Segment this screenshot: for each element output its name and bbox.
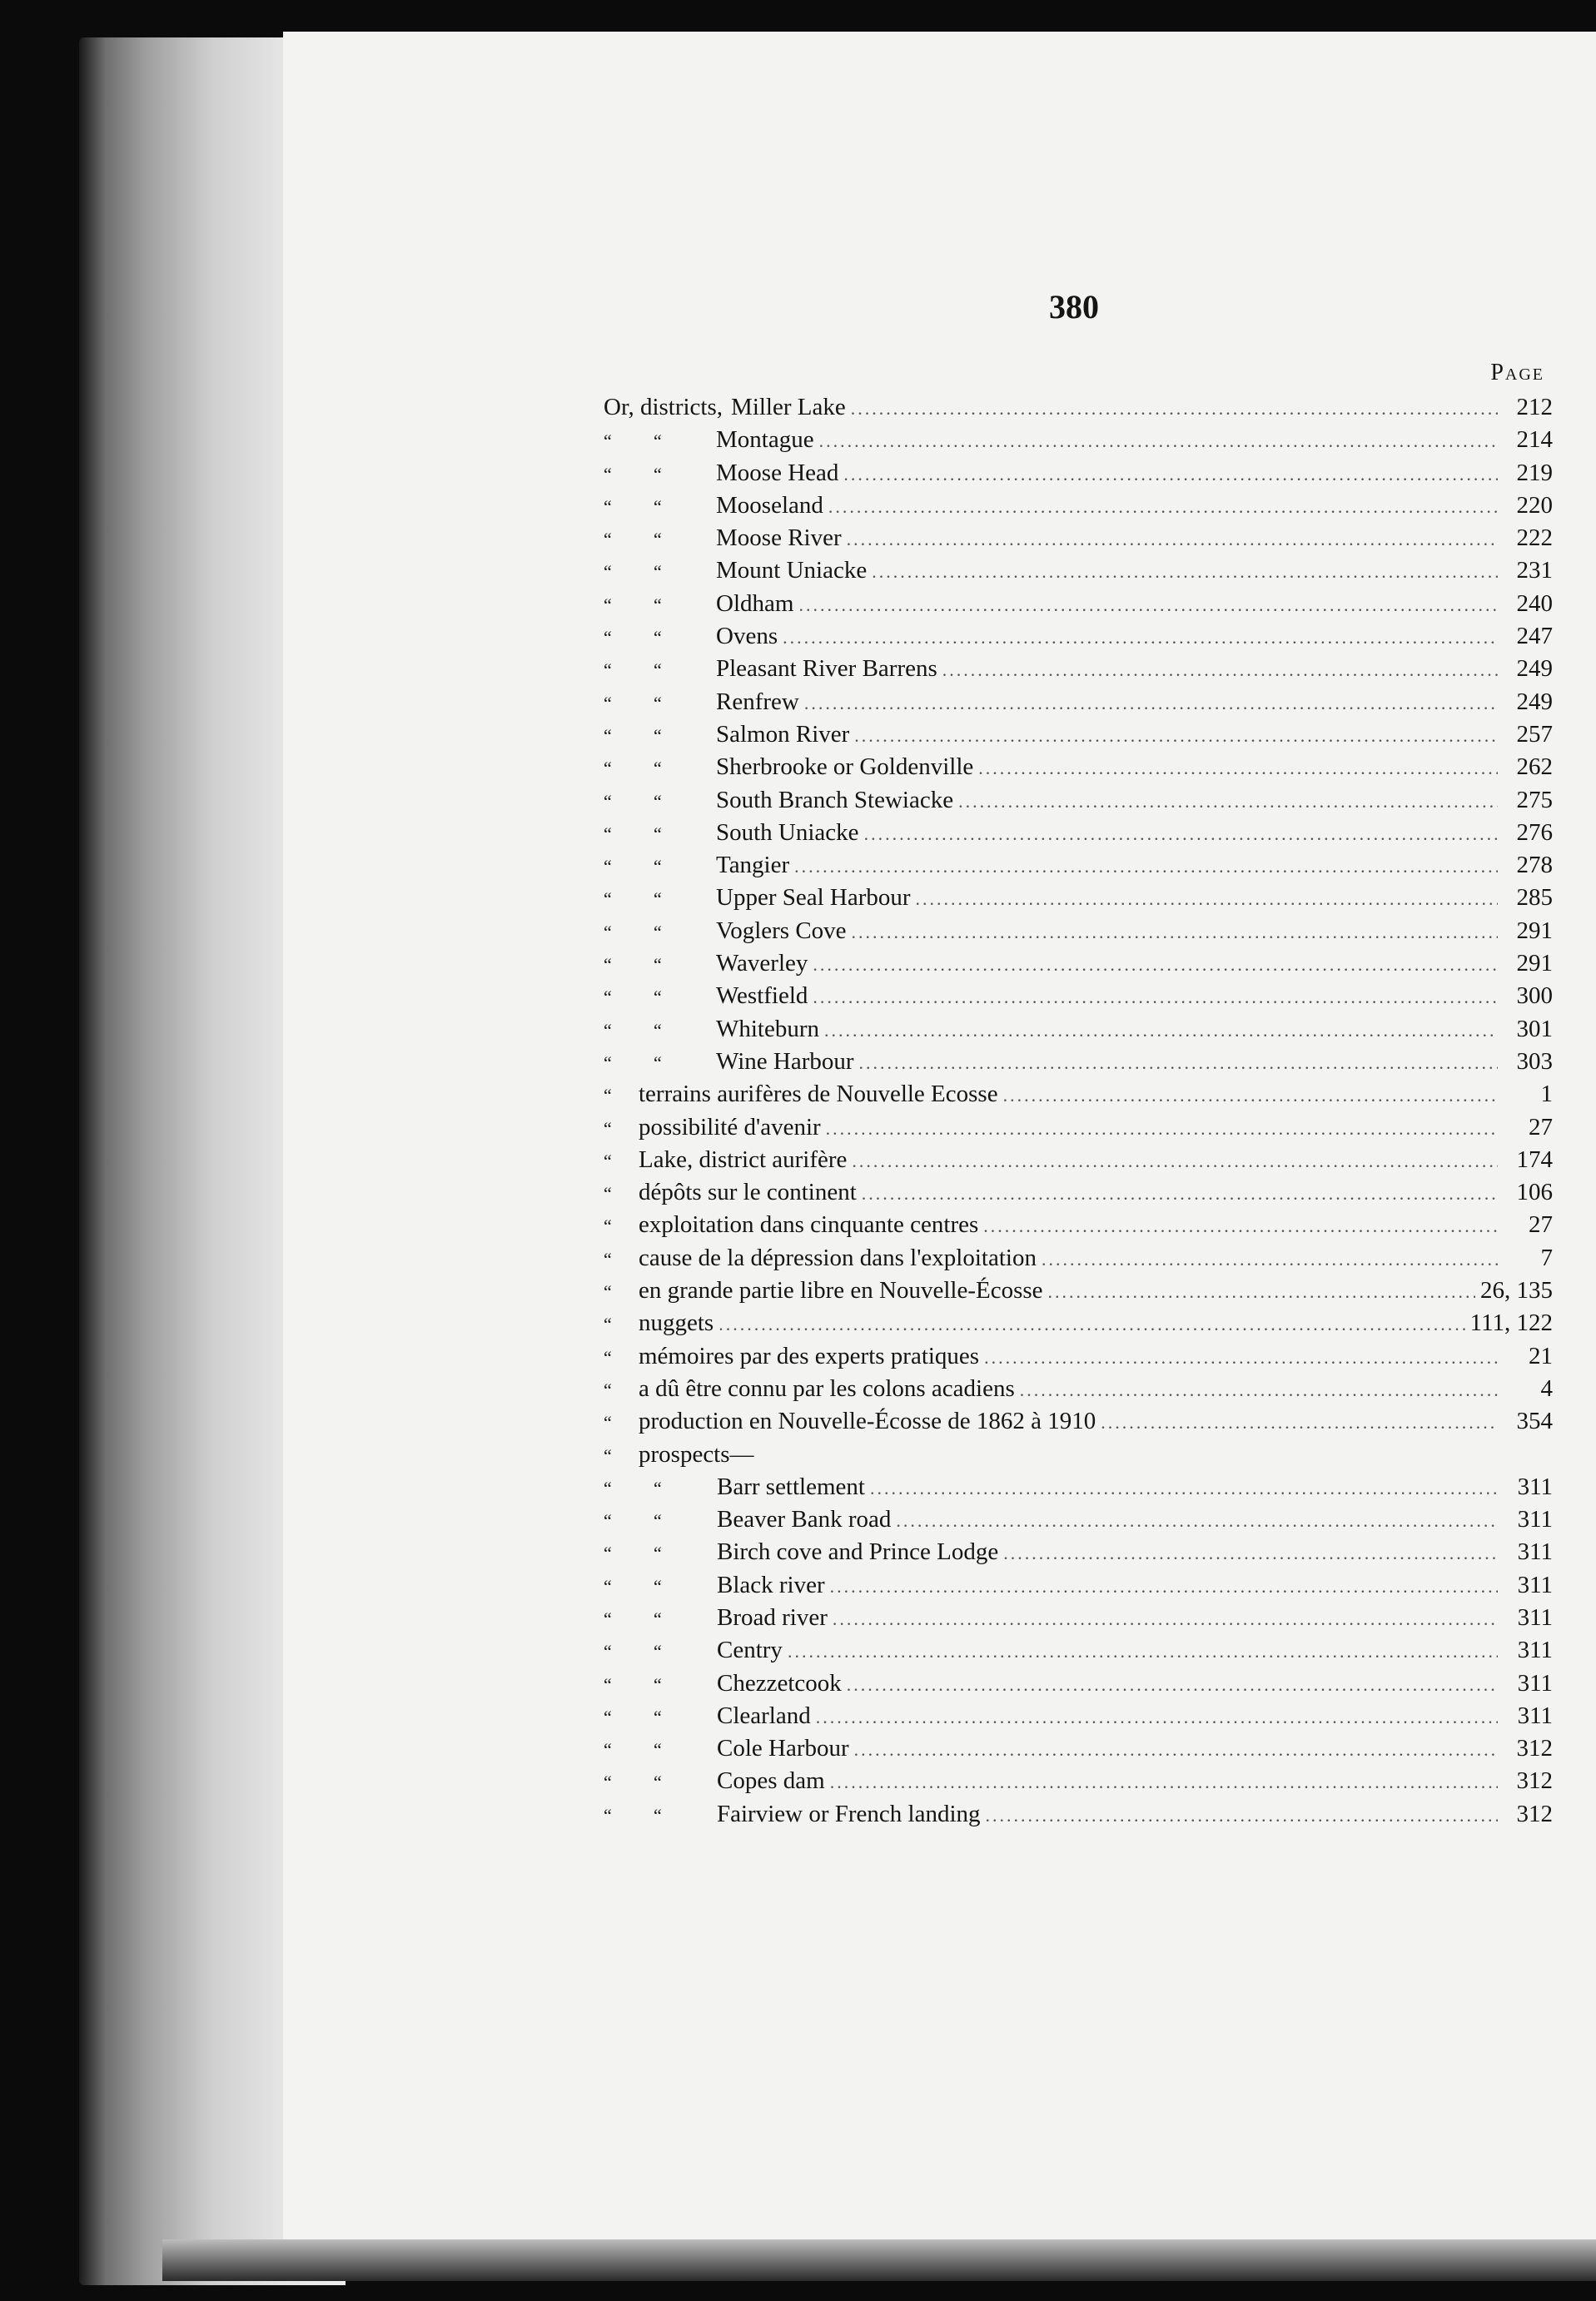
ditto-mark: “ bbox=[654, 921, 662, 942]
ditto-mark: “ bbox=[604, 1150, 612, 1171]
dot-leader bbox=[984, 1341, 1498, 1374]
page-number: 380 bbox=[1049, 288, 1099, 326]
entry-page-number: 312 bbox=[1516, 1767, 1553, 1795]
index-entry bbox=[604, 1471, 1553, 1503]
ditto-mark: “ bbox=[604, 1804, 612, 1826]
entry-label: Birch cove and Prince Lodge bbox=[717, 1538, 999, 1566]
ditto-mark: “ bbox=[654, 954, 662, 976]
dot-leader bbox=[896, 1504, 1498, 1537]
entry-label: Beaver Bank road bbox=[717, 1506, 892, 1533]
dot-leader bbox=[826, 1112, 1498, 1145]
index-entry bbox=[604, 947, 1553, 980]
ditto-mark: “ bbox=[604, 1346, 612, 1368]
entry-label: Moose Head bbox=[716, 459, 839, 486]
dot-leader bbox=[794, 850, 1498, 882]
entry-page-number: 354 bbox=[1516, 1408, 1553, 1435]
index-entry bbox=[604, 1111, 1553, 1144]
index-entry bbox=[604, 391, 1553, 424]
ditto-mark: “ bbox=[604, 529, 612, 550]
ditto-mark: “ bbox=[604, 822, 612, 844]
ditto-mark: “ bbox=[604, 1739, 612, 1761]
index-entry bbox=[604, 915, 1553, 947]
index-entry bbox=[604, 1667, 1553, 1700]
entry-label: en grande partie libre en Nouvelle-Écosse bbox=[639, 1277, 1043, 1305]
entry-page-number: 311 bbox=[1517, 1473, 1553, 1500]
ditto-mark: “ bbox=[654, 1019, 662, 1041]
entry-page-number: 219 bbox=[1516, 459, 1553, 486]
dot-leader bbox=[1101, 1406, 1498, 1439]
ditto-mark: “ bbox=[604, 1772, 612, 1793]
dot-leader bbox=[862, 1177, 1498, 1210]
ditto-mark: “ bbox=[604, 1183, 612, 1205]
entry-label: mémoires par des experts pratiques bbox=[639, 1342, 980, 1369]
dot-leader bbox=[859, 1046, 1498, 1079]
ditto-mark: “ bbox=[604, 1575, 612, 1597]
entry-label: South Uniacke bbox=[716, 818, 859, 846]
entry-page-number: 312 bbox=[1516, 1800, 1553, 1827]
dot-leader bbox=[854, 1733, 1498, 1766]
ditto-mark: “ bbox=[604, 594, 612, 615]
entry-page-number: 212 bbox=[1516, 394, 1553, 420]
entry-label: Cole Harbour bbox=[717, 1735, 849, 1762]
page-column-header: Page bbox=[1490, 360, 1544, 385]
index-entry bbox=[604, 1405, 1553, 1438]
ditto-mark: “ bbox=[654, 1804, 662, 1826]
dot-leader bbox=[852, 916, 1498, 948]
entry-label: Mooseland bbox=[716, 491, 823, 519]
dot-leader bbox=[852, 1145, 1498, 1177]
entry-page-number: 4 bbox=[1540, 1374, 1553, 1402]
entry-label: Chezzetcook bbox=[717, 1669, 842, 1697]
entry-label: Upper Seal Harbour bbox=[716, 884, 911, 912]
ditto-mark: “ bbox=[654, 1543, 662, 1564]
index-entry bbox=[604, 882, 1553, 914]
dot-leader bbox=[983, 1210, 1498, 1242]
ditto-mark: “ bbox=[654, 430, 662, 452]
entry-page-number: 311 bbox=[1517, 1571, 1553, 1598]
index-entry bbox=[604, 490, 1553, 522]
dot-leader bbox=[847, 523, 1498, 555]
entry-page-number: 26, 135 bbox=[1480, 1277, 1553, 1305]
dot-leader bbox=[986, 1799, 1498, 1831]
entry-label: Moose River bbox=[716, 524, 842, 552]
index-entry bbox=[604, 457, 1553, 490]
index-entry bbox=[604, 718, 1553, 751]
index-entry bbox=[604, 849, 1553, 882]
entry-label: terrains aurifères de Nouvelle Ecosse bbox=[639, 1081, 998, 1108]
dot-leader bbox=[942, 654, 1498, 686]
index-entry bbox=[604, 1732, 1553, 1765]
ditto-mark: “ bbox=[654, 1051, 662, 1073]
ditto-mark: “ bbox=[654, 529, 662, 550]
entry-label: Wine Harbour bbox=[716, 1047, 854, 1075]
ditto-mark: “ bbox=[604, 1379, 612, 1400]
entry-page-number: 1 bbox=[1540, 1081, 1553, 1108]
dot-leader bbox=[847, 1668, 1498, 1701]
entry-label: exploitation dans cinquante centres bbox=[639, 1211, 979, 1239]
ditto-mark: “ bbox=[604, 1019, 612, 1041]
ditto-mark: “ bbox=[654, 659, 662, 681]
ditto-mark: “ bbox=[654, 1706, 662, 1727]
entry-label: possibilité d'avenir bbox=[639, 1113, 821, 1141]
dot-leader bbox=[1003, 1537, 1498, 1569]
entry-label: South Branch Stewiacke bbox=[716, 786, 954, 813]
dot-leader bbox=[783, 621, 1498, 654]
index-entry bbox=[604, 653, 1553, 685]
ditto-mark: “ bbox=[654, 1477, 662, 1498]
ditto-mark: “ bbox=[604, 1543, 612, 1564]
entry-label: Oldham bbox=[716, 589, 794, 617]
ditto-mark: “ bbox=[654, 790, 662, 812]
dot-leader bbox=[1003, 1079, 1498, 1111]
ditto-mark: “ bbox=[604, 692, 612, 713]
entry-page-number: 27 bbox=[1529, 1211, 1553, 1239]
index-entry bbox=[604, 1275, 1553, 1307]
ditto-mark: “ bbox=[654, 1673, 662, 1695]
index-entry bbox=[604, 817, 1553, 849]
entry-page-number: 247 bbox=[1516, 623, 1553, 650]
index-entry bbox=[604, 784, 1553, 817]
index-entry bbox=[604, 1503, 1553, 1536]
dot-leader bbox=[816, 1701, 1498, 1733]
ditto-mark: “ bbox=[604, 1051, 612, 1073]
dot-leader bbox=[798, 589, 1498, 621]
entry-page-number: 111, 122 bbox=[1469, 1310, 1553, 1337]
entry-label: Miller Lake bbox=[731, 394, 846, 420]
entry-page-number: 27 bbox=[1529, 1113, 1553, 1141]
ditto-mark: “ bbox=[604, 1477, 612, 1498]
ditto-mark: “ bbox=[604, 1641, 612, 1662]
dot-leader bbox=[851, 392, 1498, 425]
ditto-mark: “ bbox=[604, 856, 612, 877]
ditto-mark: “ bbox=[604, 1085, 612, 1106]
ditto-mark: “ bbox=[604, 888, 612, 910]
entry-page-number: 311 bbox=[1517, 1506, 1553, 1533]
entry-page-number: 222 bbox=[1516, 524, 1553, 552]
index-entry bbox=[604, 686, 1553, 718]
entry-page-number: 311 bbox=[1517, 1637, 1553, 1664]
dot-leader bbox=[870, 1472, 1498, 1504]
index-entry bbox=[604, 1569, 1553, 1602]
ditto-mark: “ bbox=[654, 724, 662, 746]
entry-page-number: 312 bbox=[1516, 1735, 1553, 1762]
index-entry bbox=[604, 1209, 1553, 1241]
index-entry bbox=[604, 1242, 1553, 1275]
dot-leader bbox=[843, 458, 1498, 490]
ditto-mark: “ bbox=[604, 1510, 612, 1532]
index-list bbox=[604, 391, 1553, 1831]
ditto-mark: “ bbox=[604, 790, 612, 812]
index-entry bbox=[604, 1373, 1553, 1405]
index-entry bbox=[604, 1765, 1553, 1797]
ditto-mark: “ bbox=[654, 561, 662, 583]
ditto-mark: “ bbox=[654, 463, 662, 485]
ditto-mark: “ bbox=[604, 1673, 612, 1695]
ditto-mark: “ bbox=[654, 692, 662, 713]
entry-page-number: 303 bbox=[1516, 1047, 1553, 1075]
entry-label: dépôts sur le continent bbox=[639, 1179, 857, 1206]
ditto-mark: “ bbox=[604, 561, 612, 583]
ditto-mark: “ bbox=[654, 888, 662, 910]
ditto-mark: “ bbox=[654, 594, 662, 615]
ditto-mark: “ bbox=[604, 758, 612, 779]
entry-page-number: 291 bbox=[1516, 917, 1553, 944]
entry-page-number: 311 bbox=[1517, 1538, 1553, 1566]
ditto-mark: “ bbox=[604, 1444, 612, 1466]
entry-page-number: 214 bbox=[1516, 426, 1553, 454]
entry-label: Copes dam bbox=[717, 1767, 825, 1795]
index-entry bbox=[604, 1046, 1553, 1078]
index-entry bbox=[604, 424, 1553, 456]
entry-label: Renfrew bbox=[716, 688, 799, 715]
entry-page-number: 276 bbox=[1516, 818, 1553, 846]
index-entry bbox=[604, 554, 1553, 587]
ditto-mark: “ bbox=[654, 758, 662, 779]
entry-page-number: 106 bbox=[1516, 1179, 1553, 1206]
dot-leader bbox=[804, 687, 1498, 719]
entry-page-number: 278 bbox=[1516, 852, 1553, 879]
ditto-mark: “ bbox=[654, 627, 662, 649]
ditto-mark: “ bbox=[604, 1608, 612, 1629]
ditto-mark: “ bbox=[654, 1608, 662, 1629]
index-entry bbox=[604, 1144, 1553, 1176]
entry-label: Montague bbox=[716, 426, 814, 454]
index-entry bbox=[604, 1307, 1553, 1339]
entry-label: Clearland bbox=[717, 1702, 811, 1729]
entry-label: production en Nouvelle-Écosse de 1862 à 1910 bbox=[639, 1408, 1096, 1435]
dot-leader bbox=[916, 882, 1498, 915]
index-entry bbox=[604, 1176, 1553, 1209]
ditto-mark: “ bbox=[604, 921, 612, 942]
index-entry bbox=[604, 1798, 1553, 1831]
entry-label: Westfield bbox=[716, 982, 808, 1010]
ditto-mark: “ bbox=[654, 986, 662, 1008]
dot-leader bbox=[854, 719, 1498, 752]
entry-label: Tangier bbox=[716, 852, 790, 879]
index-entry bbox=[604, 588, 1553, 620]
index-entry bbox=[604, 1078, 1553, 1111]
entry-label: Pleasant River Barrens bbox=[716, 655, 937, 683]
ditto-mark: “ bbox=[654, 1739, 662, 1761]
dot-leader bbox=[1042, 1243, 1498, 1275]
entry-label: Waverley bbox=[716, 950, 808, 977]
dot-leader bbox=[1048, 1275, 1475, 1308]
entry-page-number: 257 bbox=[1516, 720, 1553, 748]
dot-leader bbox=[864, 818, 1498, 850]
entry-label: Broad river bbox=[717, 1603, 828, 1631]
dot-leader bbox=[833, 1603, 1498, 1635]
entry-page-number: 311 bbox=[1517, 1603, 1553, 1631]
entry-page-number: 174 bbox=[1516, 1146, 1553, 1173]
entry-page-number: 220 bbox=[1516, 491, 1553, 519]
ditto-mark: “ bbox=[654, 1641, 662, 1662]
entry-page-number: 249 bbox=[1516, 655, 1553, 683]
entry-label: nuggets bbox=[639, 1310, 714, 1337]
index-entry bbox=[604, 980, 1553, 1012]
ditto-mark: “ bbox=[654, 495, 662, 517]
entry-page-number: 275 bbox=[1516, 786, 1553, 813]
entry-page-number: 285 bbox=[1516, 884, 1553, 912]
ditto-mark: “ bbox=[604, 1314, 612, 1335]
ditto-mark: “ bbox=[604, 1215, 612, 1237]
entry-page-number: 311 bbox=[1517, 1702, 1553, 1729]
ditto-mark: “ bbox=[604, 463, 612, 485]
ditto-mark: “ bbox=[604, 1117, 612, 1139]
dot-leader bbox=[819, 425, 1498, 457]
ditto-mark: “ bbox=[654, 1510, 662, 1532]
ditto-mark: “ bbox=[604, 1412, 612, 1434]
entry-label: Black river bbox=[717, 1571, 825, 1598]
entry-label: Barr settlement bbox=[717, 1473, 865, 1500]
dot-leader bbox=[813, 981, 1498, 1013]
ditto-mark: “ bbox=[604, 495, 612, 517]
index-entry bbox=[604, 1013, 1553, 1046]
index-entry bbox=[604, 1634, 1553, 1667]
index-entry bbox=[604, 620, 1553, 653]
dot-leader bbox=[718, 1308, 1464, 1340]
entry-label: Mount Uniacke bbox=[716, 557, 868, 584]
dot-leader bbox=[830, 1766, 1498, 1798]
entry-label: prospects— bbox=[639, 1440, 754, 1468]
index-entry bbox=[604, 751, 1553, 783]
dot-leader bbox=[978, 752, 1498, 784]
dot-leader bbox=[788, 1635, 1498, 1667]
entry-label: Ovens bbox=[716, 623, 778, 650]
dot-leader bbox=[872, 555, 1498, 588]
ditto-mark: “ bbox=[654, 822, 662, 844]
ditto-mark: “ bbox=[654, 1772, 662, 1793]
page-bottom-shadow bbox=[162, 2239, 1596, 2281]
index-entry bbox=[604, 1602, 1553, 1634]
entry-page-number: 301 bbox=[1516, 1015, 1553, 1042]
entry-page-number: 262 bbox=[1516, 753, 1553, 781]
dot-leader bbox=[824, 1014, 1498, 1046]
entry-lead: Or, districts, bbox=[604, 394, 723, 420]
ditto-mark: “ bbox=[604, 1706, 612, 1727]
ditto-mark: “ bbox=[604, 724, 612, 746]
ditto-mark: “ bbox=[604, 1248, 612, 1270]
entry-label: a dû être connu par les colons acadiens bbox=[639, 1374, 1015, 1402]
ditto-mark: “ bbox=[604, 1281, 612, 1303]
ditto-mark: “ bbox=[654, 1575, 662, 1597]
index-entry bbox=[604, 1439, 1553, 1471]
index-entry bbox=[604, 1536, 1553, 1568]
ditto-mark: “ bbox=[604, 954, 612, 976]
entry-label: Salmon River bbox=[716, 720, 850, 748]
ditto-mark: “ bbox=[604, 430, 612, 452]
entry-page-number: 240 bbox=[1516, 589, 1553, 617]
dot-leader bbox=[958, 785, 1498, 818]
entry-page-number: 7 bbox=[1540, 1244, 1553, 1271]
ditto-mark: “ bbox=[654, 856, 662, 877]
entry-page-number: 311 bbox=[1517, 1669, 1553, 1697]
index-entry bbox=[604, 1340, 1553, 1373]
entry-page-number: 21 bbox=[1529, 1342, 1553, 1369]
index-entry bbox=[604, 522, 1553, 554]
index-entry bbox=[604, 1700, 1553, 1732]
entry-label: Lake, district aurifère bbox=[639, 1146, 848, 1173]
entry-label: Fairview or French landing bbox=[717, 1800, 981, 1827]
ditto-mark: “ bbox=[604, 986, 612, 1008]
dot-leader bbox=[813, 948, 1498, 981]
entry-page-number: 231 bbox=[1516, 557, 1553, 584]
dot-leader bbox=[828, 490, 1498, 523]
entry-label: Centry bbox=[717, 1637, 783, 1664]
entry-page-number: 249 bbox=[1516, 688, 1553, 715]
dot-leader bbox=[1020, 1374, 1498, 1406]
ditto-mark: “ bbox=[604, 627, 612, 649]
dot-leader bbox=[830, 1570, 1498, 1603]
entry-page-number: 291 bbox=[1516, 950, 1553, 977]
entry-page-number: 300 bbox=[1516, 982, 1553, 1010]
ditto-mark: “ bbox=[604, 659, 612, 681]
entry-label: Voglers Cove bbox=[716, 917, 847, 944]
entry-label: Sherbrooke or Goldenville bbox=[716, 753, 974, 781]
entry-label: Whiteburn bbox=[716, 1015, 820, 1042]
entry-label: cause de la dépression dans l'exploitation bbox=[639, 1244, 1037, 1271]
